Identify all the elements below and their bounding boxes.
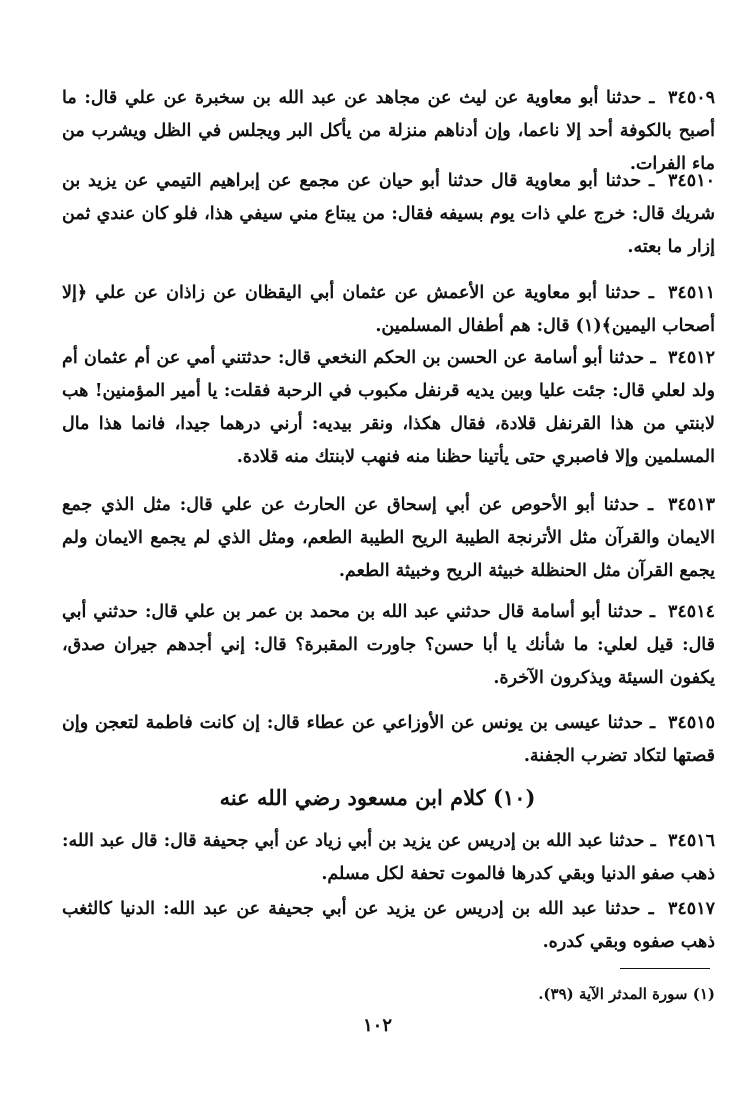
footnote-divider — [620, 968, 710, 969]
hadith-number: ٣٤٥١٤ — [668, 602, 715, 622]
hadith-number: ٣٤٥١١ — [668, 283, 716, 303]
hadith-text: حدثنا أبو أسامة قال حدثني عبد الله بن محمد بن عمر بن علي قال: حدثني أبي قال: قيل لعلي: ما شأنك يا أبا حسن؟ جاورت المقبرة؟ قال: إني أجدهم جيران صدق، يكفون السيئة ويذكرون الآخرة. — [62, 602, 715, 688]
hadith-34512: ٣٤٥١٢ ـ حدثنا أبو أسامة عن الحسن بن الحكم النخعي قال: حدثتني أمي عن أم عثمان أم ولد لعلي قال: جئت عليا وبين يديه قرنفل مكبوب في الرحبة فقلت: يا أمير المؤمنين! هب لابنتي من هذا القرنفل قلادة، فقال هكذا، ونقر بيديه: أرني درهما جيدا، فانما هذا مال المسلمين وإلا فاصبري حتى يأتينا حظنا منه فنهب لابنتك منه قلادة. — [62, 348, 716, 467]
hadith-34517: ٣٤٥١٧ ـ حدثنا عبد الله بن إدريس عن يزيد عن أبي جحيفة عن عبد الله: الدنيا كالثغب ذهب صفوه وبقي كدره. — [62, 899, 715, 952]
hadith-number: ٣٤٥١٦ — [668, 831, 716, 851]
hadith-number: ٣٤٥١٣ — [668, 495, 715, 515]
hadith-34511: ٣٤٥١١ ـ حدثنا أبو معاوية عن الأعمش عن عثمان أبي اليقظان عن زاذان عن علي ﴿إلا أصحاب اليمين﴾(١) قال: هم أطفال المسلمين. — [62, 283, 716, 336]
page-number: ١٠٢ — [362, 1015, 392, 1036]
hadith-text: حدثنا أبو معاوية عن ليث عن مجاهد عن عبد الله بن سخبرة عن علي قال: ما أصبح بالكوفة أحد إلا ناعما، وإن أدناهم منزلة من يأكل البر ويجلس في الظل ويشرب من ماء الفرات. — [62, 88, 715, 174]
hadith-number: ٣٤٥١٢ — [668, 348, 716, 368]
hadith-34516: ٣٤٥١٦ ـ حدثنا عبد الله بن إدريس عن يزيد بن أبي زياد عن أبي جحيفة قال: قال عبد الله: ذهب صفو الدنيا وبقي كدرها فالموت تحفة لكل مسلم. — [62, 831, 716, 884]
hadith-text: حدثنا عبد الله بن إدريس عن يزيد عن أبي جحيفة عن عبد الله: الدنيا كالثغب ذهب صفوه وبقي كدره. — [62, 899, 715, 952]
hadith-text: حدثنا أبو معاوية قال حدثنا أبو حيان عن مجمع عن إبراهيم التيمي عن يزيد بن شريك قال: خرج علي ذات يوم بسيفه فقال: من يبتاع مني سيفي هذا، فلو كان عندي ثمن إزار ما بعته. — [62, 171, 715, 257]
hadith-text: حدثنا أبو معاوية عن الأعمش عن عثمان أبي اليقظان عن زاذان عن علي ﴿إلا أصحاب اليمين﴾(١) قال: هم أطفال المسلمين. — [62, 283, 715, 336]
hadith-number: ٣٤٥١٠ — [668, 171, 715, 191]
hadith-34510: ٣٤٥١٠ ـ حدثنا أبو معاوية قال حدثنا أبو حيان عن مجمع عن إبراهيم التيمي عن يزيد بن شريك قال: خرج علي ذات يوم بسيفه فقال: من يبتاع مني سيفي هذا، فلو كان عندي ثمن إزار ما بعته. — [62, 171, 715, 257]
hadith-34514: ٣٤٥١٤ ـ حدثنا أبو أسامة قال حدثني عبد الله بن محمد بن عمر بن علي قال: حدثني أبي قال: قيل لعلي: ما شأنك يا أبا حسن؟ جاورت المقبرة؟ قال: إني أجدهم جيران صدق، يكفون السيئة ويذكرون الآخرة. — [62, 602, 715, 688]
section-heading: (١٠) كلام ابن مسعود رضي الله عنه — [219, 785, 536, 810]
hadith-number: ٣٤٥١٥ — [668, 713, 716, 733]
hadith-text: حدثنا عبد الله بن إدريس عن يزيد بن أبي زياد عن أبي جحيفة قال: قال عبد الله: ذهب صفو الدنيا وبقي كدرها فالموت تحفة لكل مسلم. — [62, 831, 715, 884]
hadith-34515: ٣٤٥١٥ ـ حدثنا عيسى بن يونس عن الأوزاعي عن عطاء قال: إن كانت فاطمة لتعجن وإن قصتها لتكاد تضرب الجفنة. — [62, 713, 716, 766]
hadith-34513: ٣٤٥١٣ ـ حدثنا أبو الأحوص عن أبي إسحاق عن الحارث عن علي قال: مثل الذي جمع الايمان والقرآن مثل الأترنجة الطيبة الريح الطيبة الطعم، ومثل الذي لم يجمع الايمان ولم يجمع القرآن مثل الحنظلة خبيثة الريح وخبيثة الطعم. — [62, 495, 715, 581]
hadith-text: حدثنا عيسى بن يونس عن الأوزاعي عن عطاء قال: إن كانت فاطمة لتعجن وإن قصتها لتكاد تضرب الجفنة. — [62, 713, 715, 766]
hadith-text: حدثنا أبو أسامة عن الحسن بن الحكم النخعي قال: حدثتني أمي عن أم عثمان أم ولد لعلي قال: جئت عليا وبين يديه قرنفل مكبوب في الرحبة فقلت: يا أمير المؤمنين! هب لابنتي من هذا القرنفل قلادة، فقال هكذا، ونقر بيديه: أرني درهما جيدا، فانما هذا مال المسلمين وإلا فاصبري حتى يأتينا حظنا منه فنهب لابنتك منه قلادة. — [62, 348, 715, 467]
footnote: (١) سورة المدثر الآية (٣٩). — [538, 985, 715, 1003]
hadith-text: حدثنا أبو الأحوص عن أبي إسحاق عن الحارث عن علي قال: مثل الذي جمع الايمان والقرآن مثل الأترنجة الطيبة الريح الطيبة الطعم، ومثل الذي لم يجمع الايمان ولم يجمع القرآن مثل الحنظلة خبيثة الريح وخبيثة الطعم. — [62, 495, 715, 581]
hadith-number: ٣٤٥١٧ — [668, 899, 715, 919]
hadith-number: ٣٤٥٠٩ — [668, 88, 716, 108]
hadith-34509: ٣٤٥٠٩ ـ حدثنا أبو معاوية عن ليث عن مجاهد عن عبد الله بن سخبرة عن علي قال: ما أصبح بالكوفة أحد إلا ناعما، وإن أدناهم منزلة من يأكل البر ويجلس في الظل ويشرب من ماء الفرات. — [62, 88, 716, 174]
